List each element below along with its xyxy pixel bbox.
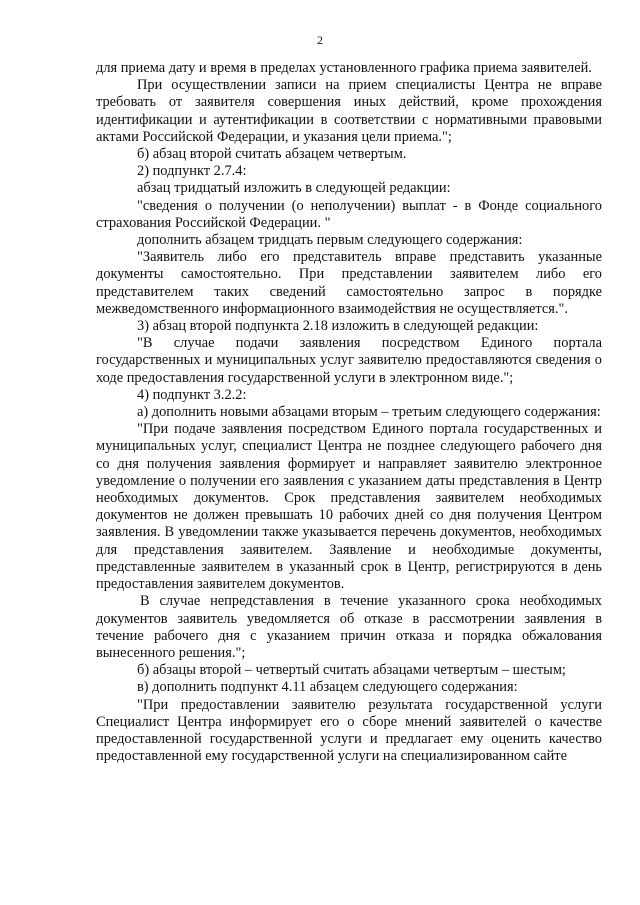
- paragraph-subitem-b: б) абзац второй считать абзацем четвертым.: [137, 146, 407, 163]
- paragraph-subitem-b-renumber: б) абзацы второй – четвертый считать абзацами четвертым – шестым;: [137, 662, 566, 679]
- paragraph-quote-single-portal: "В случае подачи заявления посредством Единого портала государственных и муниципальных услуг заявителю предоставляются сведения о ходе предоставления государственной услуги в электронном виде.";: [96, 335, 602, 386]
- paragraph-quote-applicant-documents: "Заявитель либо его представитель вправе представить указанные документы самостоятельно. При представлении заявителем либо его представителем таких сведений самостоятельно запрос в порядке межведомственного информационного взаимодействия не осуществляется.".: [96, 249, 602, 317]
- paragraph-item-3: 3) абзац второй подпункта 2.18 изложить в следующей редакции:: [137, 318, 539, 335]
- paragraph-add-thirty-first: дополнить абзацем тридцать первым следующего содержания:: [137, 232, 523, 249]
- paragraph-quote-social-insurance: "сведения о получении (о неполучении) выплат - в Фонде социального страхования Российской Федерации. ": [96, 197, 602, 231]
- paragraph-non-submission: В случае непредставления в течение указанного срока необходимых документов заявитель уведомляется об отказе в рассмотрении заявления в течение рабочего дня с указанием причин отказа и порядка обжалования вынесенного решения.";: [96, 593, 602, 661]
- document-body: [96, 60, 602, 765]
- paragraph-quote-portal-application: "При подаче заявления посредством Единого портала государственных и муниципальных услуг, специалист Центра не позднее следующего рабочего дня со дня получения заявления формирует и направляет заявителю электронное уведомление о получении его заявления с указанием даты представления в Центр необходимых документов. Срок представления заявителем необходимых документов не должен превышать 10 рабочих дней со дня получения Центром заявления. В уведомлении также указывается перечень документов, необходимых для представления заявителем. Заявление и необходимые документы, представленные заявителем в указанный срок в Центр, регистрируются в день предоставления заявителем документов.: [96, 421, 602, 593]
- paragraph-thirtieth-abzac: абзац тридцатый изложить в следующей редакции:: [137, 180, 451, 197]
- paragraph-quote-quality-survey: "При предоставлении заявителю результата государственной услуги Специалист Центра информирует его о сборе мнений заявителей о качестве предоставленной государственной услуги и предлагает ему оценить качество предоставленной ему государственной услуги на специализированном сайте: [96, 696, 602, 765]
- paragraph-subitem-v: в) дополнить подпункт 4.11 абзацем следующего содержания:: [137, 679, 518, 696]
- paragraph-item-4: 4) подпункт 3.2.2:: [137, 386, 247, 403]
- paragraph-appointment-rules: При осуществлении записи на прием специалисты Центра не вправе требовать от заявителя совершения иных действий, кроме прохождения идентификации и аутентификации в соответствии с нормативными правовыми актами Российской Федерации, и указания цели приема.";: [96, 77, 602, 145]
- page-number: 2: [317, 33, 323, 47]
- paragraph-item-2: 2) подпункт 2.7.4:: [137, 163, 247, 180]
- paragraph-continuation: для приема дату и время в пределах установленного графика приема заявителей.: [96, 60, 592, 76]
- paragraph-subitem-a: а) дополнить новыми абзацами вторым – третьим следующего содержания:: [137, 404, 601, 421]
